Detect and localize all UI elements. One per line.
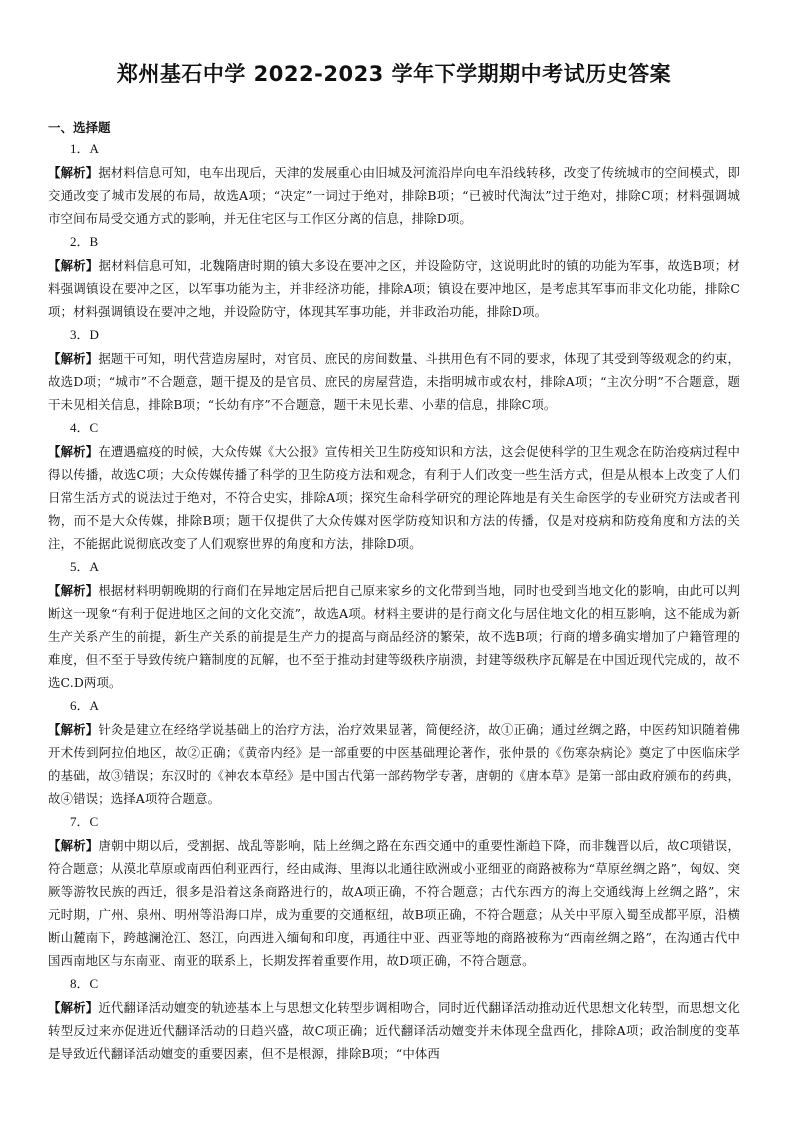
answer-item xyxy=(48,557,740,694)
explanation-paragraph xyxy=(48,254,740,323)
answer-item xyxy=(48,974,740,1065)
explanation-tag: 【解析】 xyxy=(48,1000,99,1015)
explanation-tag: 【解析】 xyxy=(48,444,99,459)
explanation-tag: 【解析】 xyxy=(48,165,99,180)
answer-item xyxy=(48,232,740,323)
explanation-tag: 【解析】 xyxy=(48,258,99,273)
explanation-paragraph xyxy=(48,161,740,230)
answer-item xyxy=(48,696,740,810)
answer-number: 8．C xyxy=(70,976,99,991)
explanation-text: 针灸是建立在经络学说基础上的治疗方法，治疗效果显著，简便经济，故①正确；通过丝绸之路，中医药知识随着佛开术传到阿拉伯地区，故②正确；《黄帝内经》是一部重要的中医基础理论著作，张仲景的《伤寒杂病论》奠定了中医临床学的基础，故③错误；东汉时的《神农本草经》是中国古代第一部药物学专著，唐朝的《唐本草》是第一部由政府颁布的药典，故④错误；选择A项符合题意。 xyxy=(48,722,740,806)
explanation-text: 据材料信息可知，北魏隋唐时期的镇大多设在要冲之区，并设险防守，这说明此时的镇的功能为军事，故选B项；材料强调镇设在要冲之区，以军事功能为主，并非经济功能，排除A项；镇设在要冲地区，是考虑其军事而非文化功能，排除C项；材料强调镇设在要冲之地，并设险防守，体现其军事功能，并非政治功能，排除D项。 xyxy=(48,258,740,319)
answer-item xyxy=(48,812,740,972)
answer-number: 7．C xyxy=(70,814,99,829)
explanation-text: 据材料信息可知，电车出现后，天津的发展重心由旧城及河流沿岸向电车沿线转移，改变了传统城市的空间模式，即交通改变了城市发展的布局，故选A项；“决定”一词过于绝对，排除B项；“已被时代淘汰”过于绝对，排除C项；材料强调城市空间布局受交通方式的影响，并无住宅区与工作区分离的信息，排除D项。 xyxy=(48,165,740,226)
explanation-tag: 【解析】 xyxy=(48,838,99,853)
question-list xyxy=(48,139,740,1065)
answer-item xyxy=(48,139,740,230)
explanation-text: 近代翻译活动嬗变的轨迹基本上与思想文化转型步调相吻合，同时近代翻译活动推动近代思想文化转型，而思想文化转型反过来亦促进近代翻译活动的日趋兴盛，故C项正确；近代翻译活动嬗变并未体现全盘西化，排除A项；政治制度的变革是导致近代翻译活动嬗变的重要因素，但不是根源，排除B项；“中体西 xyxy=(48,1000,740,1061)
answer-number: 4．C xyxy=(70,420,99,435)
explanation-text: 根据材料明朝晚期的行商们在异地定居后把自己原来家乡的文化带到当地，同时也受到当地文化的影响，由此可以判断这一现象“有利于促进地区之间的文化交流”，故选A项。材料主要讲的是行商文化与居住地文化的相互影响，这不能成为新生产关系产生的前提，新生产关系的前提是生产力的提高与商品经济的繁荣，故不选B项；行商的增多确实增加了户籍管理的难度，但不至于导致传统户籍制度的瓦解，也不至于推动封建等级秩序崩溃，封建等级秩序瓦解是在中国近现代完成的，故不选C.D两项。 xyxy=(48,583,740,690)
explanation-paragraph xyxy=(48,579,740,694)
explanation-paragraph xyxy=(48,834,740,972)
explanation-text: 唐朝中期以后，受割据、战乱等影响，陆上丝绸之路在东西交通中的重要性渐趋下降，而非魏晋以后，故C项错误，符合题意；从漠北草原或南西伯利亚西行，经由咸海、里海以北通往欧洲或小亚细亚的商路被称为“草原丝绸之路”，匈奴、突厥等游牧民族的西迁，很多是沿着这条商路进行的，故A项正确，不符合题意；古代东西方的海上交通线海上丝绸之路”，宋元时期，广州、泉州、明州等沿海口岸，成为重要的交通枢纽，故B项正确，不符合题意；从关中平原入蜀至成都平原，沿横断山麓南下，跨越澜沧江、怒江，向西进入缅甸和印度，再通往中亚、西亚等地的商路被称为“西南丝绸之路”，在沟通古代中国西南地区与东南亚、南亚的联系上，长期发挥着重要作用，故D项正确，不符合题意。 xyxy=(48,838,740,968)
explanation-text: 据题干可知，明代营造房屋时，对官员、庶民的房间数量、斗拱用色有不同的要求，体现了其受到等级观念的约束，故选D项；“城市”不合题意，题干提及的是官员、庶民的房屋营造，未指明城市或农村，排除A项；“主次分明”不合题意，题干未见相关信息，排除B项；“长幼有序”不合题意，题干未见长辈、小辈的信息，排除C项。 xyxy=(48,351,740,412)
answer-number: 5．A xyxy=(70,559,99,574)
answer-number: 1．A xyxy=(70,141,99,156)
explanation-paragraph xyxy=(48,996,740,1065)
answer-number: 6．A xyxy=(70,698,99,713)
explanation-text: 在遭遇瘟疫的时候，大众传媒《大公报》宣传相关卫生防疫知识和方法，这会促使科学的卫生观念在防治疫病过程中得以传播，故选C项；大众传媒传播了科学的卫生防疫方法和观念，有利于人们改变一些生活方式，但是从根本上改变了人们日常生活方式的说法过于绝对，不符合史实，排除A项；探究生命科学研究的理论阵地是有关生命医学的专业研究方法或者刊物，而不是大众传媒，排除B项；题干仅提供了大众传媒对医学防疫知识和方法的传播，仅是对疫病和防疫角度和方法的关注，不能据此说彻底改变了人们观察世界的角度和方法，排除D项。 xyxy=(48,444,740,551)
answer-item xyxy=(48,325,740,416)
explanation-paragraph xyxy=(48,440,740,555)
explanation-paragraph xyxy=(48,718,740,810)
answer-item xyxy=(48,418,740,555)
section-heading: 一、选择题 xyxy=(48,120,111,135)
explanation-tag: 【解析】 xyxy=(48,351,99,366)
explanation-tag: 【解析】 xyxy=(48,722,99,737)
answer-number: 3．D xyxy=(70,327,99,342)
explanation-paragraph xyxy=(48,347,740,416)
explanation-tag: 【解析】 xyxy=(48,583,99,598)
answer-number: 2．B xyxy=(70,234,99,249)
document-title: 郑州基石中学 2022-2023 学年下学期期中考试历史答案 xyxy=(116,62,672,86)
